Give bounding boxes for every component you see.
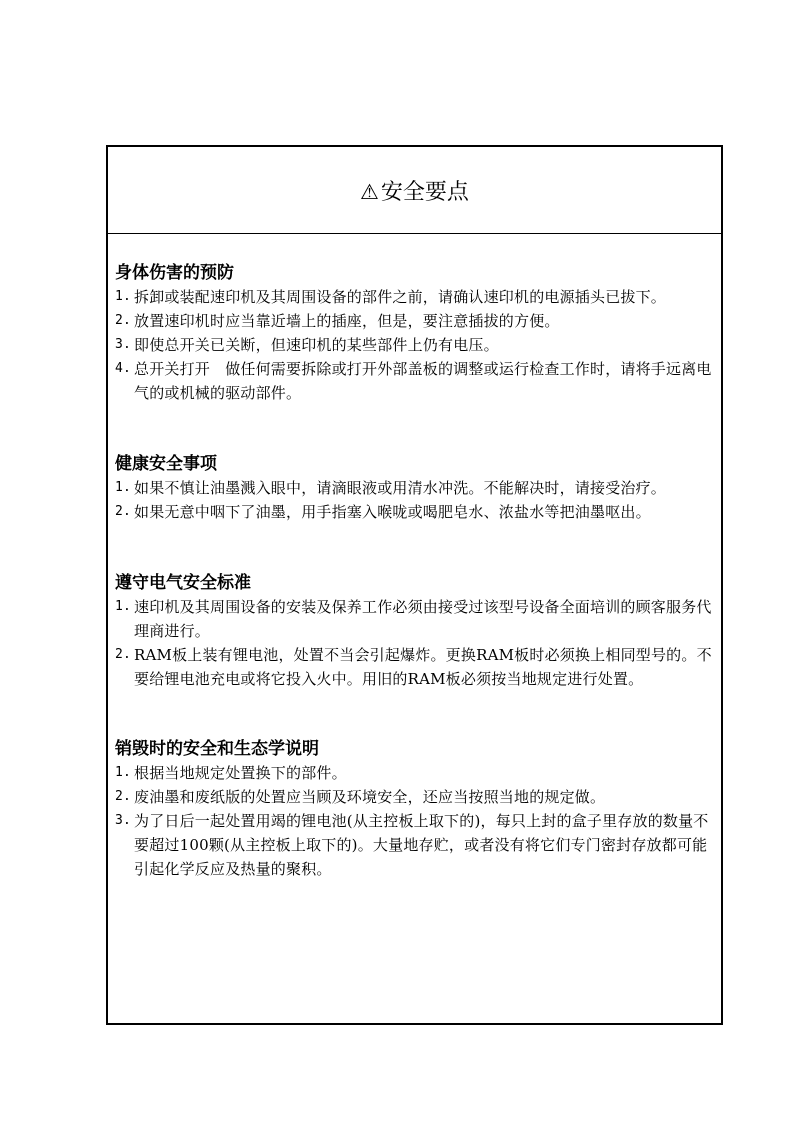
list-item (115, 357, 715, 405)
section-electrical-safety (115, 571, 715, 691)
item-text: 如果不慎让油墨溅入眼中，请滴眼液或用清水冲洗。不能解决时，请接受治疗。 (134, 479, 667, 497)
list-item (115, 595, 715, 643)
warning-triangle-icon: ⚠ (360, 179, 379, 204)
list-item (115, 476, 715, 500)
item-number: 2. (115, 504, 132, 519)
safety-notice-box (106, 145, 723, 1025)
item-list (115, 761, 715, 881)
item-text: 为了日后一起处置用竭的锂电池(从主控板上取下的)，每只上封的盒子里存放的数量不要超过100颗(从主控板上取下的)。大量地存贮，或者没有将它们专门密封存放都可能引起化学反应及热量的聚积。 (134, 812, 709, 878)
section-injury-prevention (115, 261, 715, 405)
item-text: 废油墨和废纸版的处置应当顾及环境安全，还应当按照当地的规定做。 (134, 788, 606, 806)
item-text: 拆卸或装配速印机及其周围设备的部件之前，请确认速印机的电源插头已拔下。 (134, 288, 667, 306)
item-number: 2. (115, 313, 132, 328)
item-text: RAM板上装有锂电池，处置不当会引起爆炸。更换RAM板时必须换上相同型号的。不要给锂电池充电或将它投入火中。用旧的RAM板必须按当地规定进行处置。 (134, 646, 712, 688)
section-title: 遵守电气安全标准 (115, 573, 251, 593)
item-text: 速印机及其周围设备的安装及保养工作必须由接受过该型号设备全面培训的顾客服务代理商进行。 (134, 598, 712, 640)
item-text: 即使总开关已关断，但速印机的某些部件上仍有电压。 (134, 336, 499, 354)
item-number: 3. (115, 337, 132, 352)
section-title: 身体伤害的预防 (115, 263, 234, 283)
page-title-text: 安全要点 (380, 179, 469, 205)
item-text: 总开关打开 做任何需要拆除或打开外部盖板的调整或运行检查工作时，请将手远离电气的或机械的驱动部件。 (134, 360, 712, 402)
item-list (115, 285, 715, 405)
item-list (115, 595, 715, 691)
list-item (115, 500, 715, 524)
notice-content (108, 261, 721, 881)
list-item (115, 809, 715, 881)
list-item (115, 643, 715, 691)
list-item (115, 333, 715, 357)
item-list (115, 476, 715, 524)
list-item (115, 785, 715, 809)
list-item (115, 285, 715, 309)
item-number: 3. (115, 813, 132, 828)
section-title: 销毁时的安全和生态学说明 (115, 739, 319, 759)
item-number: 1. (115, 765, 132, 780)
item-number: 4. (115, 361, 132, 376)
section-health-safety (115, 452, 715, 524)
item-text: 放置速印机时应当靠近墙上的插座，但是，要注意插拔的方便。 (134, 312, 560, 330)
item-number: 1. (115, 480, 132, 495)
notice-header (108, 147, 721, 234)
item-number: 2. (115, 647, 132, 662)
item-number: 1. (115, 289, 132, 304)
list-item (115, 761, 715, 785)
list-item (115, 309, 715, 333)
item-text: 根据当地规定处置换下的部件。 (134, 764, 347, 782)
item-number: 1. (115, 599, 132, 614)
item-number: 2. (115, 789, 132, 804)
section-title: 健康安全事项 (115, 454, 217, 474)
page-title (360, 175, 469, 206)
item-text: 如果无意中咽下了油墨，用手指塞入喉咙或喝肥皂水、浓盐水等把油墨呕出。 (134, 503, 651, 521)
section-disposal (115, 737, 715, 881)
